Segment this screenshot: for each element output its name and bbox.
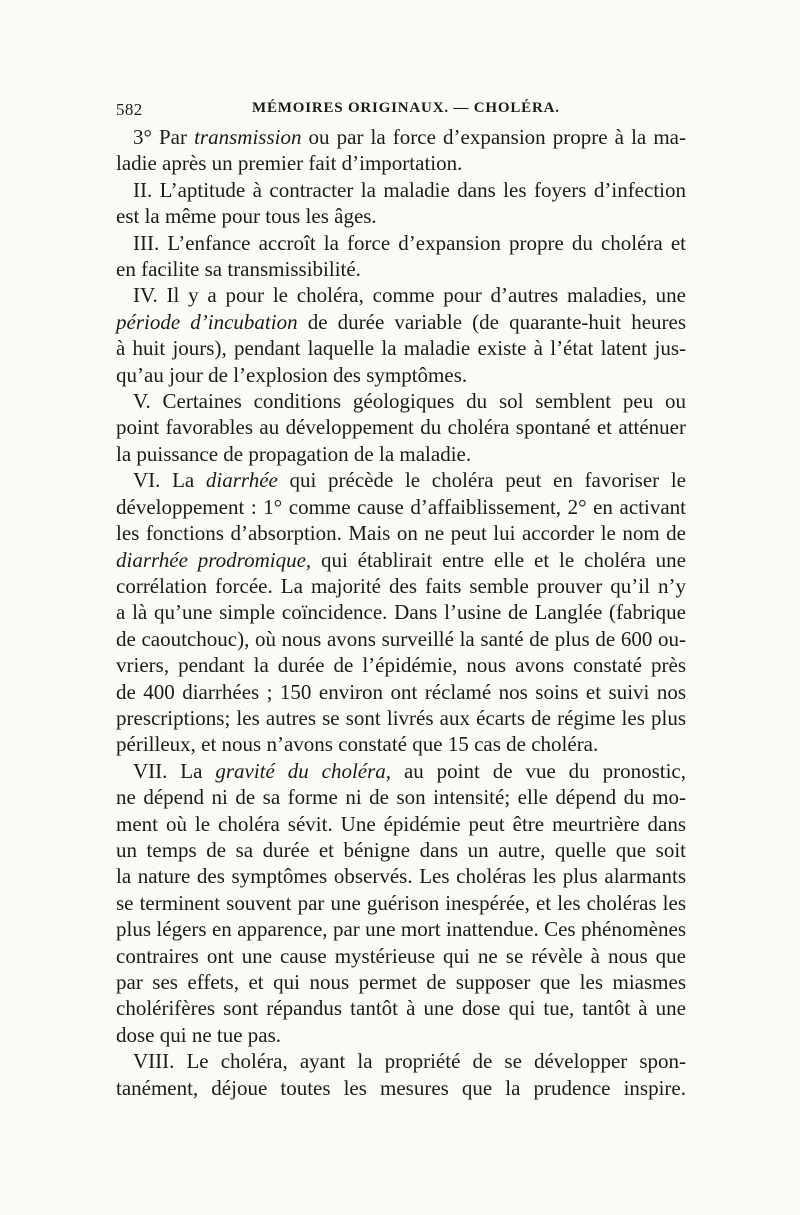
text-line (116, 995, 686, 1021)
text-line (116, 230, 686, 256)
text-run: vriers, pendant la durée de l’épidémie, nous avons constaté près (116, 653, 686, 678)
text-run: à huit jours), pendant laquelle la maladie existe à l’état latent jus- (116, 336, 686, 361)
text-line (116, 758, 686, 784)
text-run: un temps de sa durée et bénigne dans un autre, quelle que soit (116, 837, 686, 862)
text-line (116, 388, 686, 414)
text-run: qu’au jour de l’explosion des symptômes. (116, 362, 468, 387)
italic-phrase: gravité du choléra, (215, 758, 392, 783)
text-run: VII. La (133, 758, 216, 783)
text-run: point favorables au développement du choléra spontané et atténuer (116, 415, 686, 440)
text-run: plus légers en apparence, par une mort inattendue. Ces phénomènes (116, 917, 686, 942)
text-run: qui précède le choléra peut en favoriser le (277, 468, 686, 493)
text-run: tanément, déjoue toutes les mesures que la prudence inspire. (116, 1075, 686, 1100)
text-line (116, 837, 686, 863)
text-line (116, 441, 686, 467)
text-run: IV. Il y a pour le choléra, comme pour d’autres maladies, une (133, 283, 686, 308)
text-run: prescriptions; les autres se sont livrés aux écarts de régime les plus (116, 705, 686, 730)
text-line (116, 811, 686, 837)
text-run: II. L’aptitude à contracter la maladie dans les foyers d’infection (133, 177, 686, 202)
text-line (116, 520, 686, 546)
text-line (116, 414, 686, 440)
text-run: la nature des symptômes observés. Les choléras les plus alarmants (116, 864, 686, 889)
text-line (116, 1022, 686, 1048)
text-line (116, 599, 686, 625)
text-run: les fonctions d’absorption. Mais on ne peut lui accorder le nom de (116, 521, 686, 546)
text-line (116, 309, 686, 335)
text-run: VIII. Le choléra, ayant la propriété de se développer spon- (133, 1049, 686, 1074)
text-run: la puissance de propagation de la maladie. (116, 441, 472, 466)
text-run: a là qu’une simple coïncidence. Dans l’usine de Langlée (fabrique (116, 600, 686, 625)
page-number: 582 (116, 100, 143, 119)
text-line (116, 494, 686, 520)
text-run: 3° Par (133, 125, 195, 149)
text-line (116, 150, 686, 176)
text-run: corrélation forcée. La majorité des faits semble prouver qu’il n’y (116, 573, 686, 598)
text-line (116, 679, 686, 705)
text-run: au point de vue du pronostic, (391, 758, 686, 783)
italic-phrase: diarrhée (205, 468, 278, 493)
text-line (116, 863, 686, 889)
text-line (116, 177, 686, 203)
text-line (116, 282, 686, 308)
text-run: de caoutchouc), où nous avons surveillé la santé de plus de 600 ou- (116, 626, 686, 651)
text-run: dose qui ne tue pas. (116, 1022, 282, 1047)
text-line (116, 705, 686, 731)
text-line (116, 256, 686, 282)
running-title: MÉMOIRES ORIGINAUX. — CHOLÉRA. (252, 100, 560, 116)
text-line (116, 969, 686, 995)
text-run: III. L’enfance accroît la force d’expansion propre du choléra et (133, 230, 686, 255)
text-line (116, 467, 686, 493)
text-run: de 400 diarrhées ; 150 environ ont réclamé nos soins et suivi nos (116, 679, 686, 704)
text-run: qui établirait entre elle et le choléra une (311, 547, 686, 572)
text-line (116, 1075, 686, 1101)
text-line (116, 124, 686, 150)
italic-phrase: transmission (194, 125, 302, 149)
text-run: par ses effets, et qui nous permet de supposer que les miasmes (116, 970, 686, 994)
text-line (116, 335, 686, 361)
text-run: contraires ont une cause mystérieuse qui ne se révèle à nous que (116, 943, 686, 968)
text-run: périlleux, et nous n’avons constaté que 15 cas de choléra. (116, 732, 599, 757)
text-run: se terminent souvent par une guérison inespérée, et les choléras les (116, 890, 686, 915)
text-line (116, 784, 686, 810)
italic-phrase: période d’incubation (116, 309, 298, 334)
text-line (116, 1048, 686, 1074)
text-run: ou par la force d’expansion propre à la ma- (301, 125, 686, 149)
text-run: cholérifères sont répandus tantôt à une dose qui tue, tantôt à une (116, 996, 686, 1021)
text-line (116, 573, 686, 599)
text-line (116, 890, 686, 916)
text-run: en facilite sa transmissibilité. (116, 257, 361, 282)
italic-phrase: diarrhée prodromique, (116, 547, 312, 572)
text-line (116, 626, 686, 652)
text-line (116, 916, 686, 942)
text-run: V. Certaines conditions géologiques du sol semblent peu ou (133, 389, 686, 414)
text-line (116, 731, 686, 757)
text-run: ne dépend ni de sa forme ni de son intensité; elle dépend du mo- (116, 785, 686, 810)
text-line (116, 652, 686, 678)
text-run: développement : 1° comme cause d’affaiblissement, 2° en activant (116, 494, 686, 519)
text-run: VI. La (133, 468, 206, 493)
text-run: ladie après un premier fait d’importation. (116, 151, 463, 176)
text-run: est la même pour tous les âges. (116, 204, 377, 229)
body-text (116, 124, 686, 1101)
text-line (116, 203, 686, 229)
text-run: de durée variable (de quarante-huit heures (297, 309, 686, 334)
text-line (116, 547, 686, 573)
text-run: ment où le choléra sévit. Une épidémie peut être meurtrière dans (116, 811, 686, 836)
text-line (116, 943, 686, 969)
text-line (116, 362, 686, 388)
